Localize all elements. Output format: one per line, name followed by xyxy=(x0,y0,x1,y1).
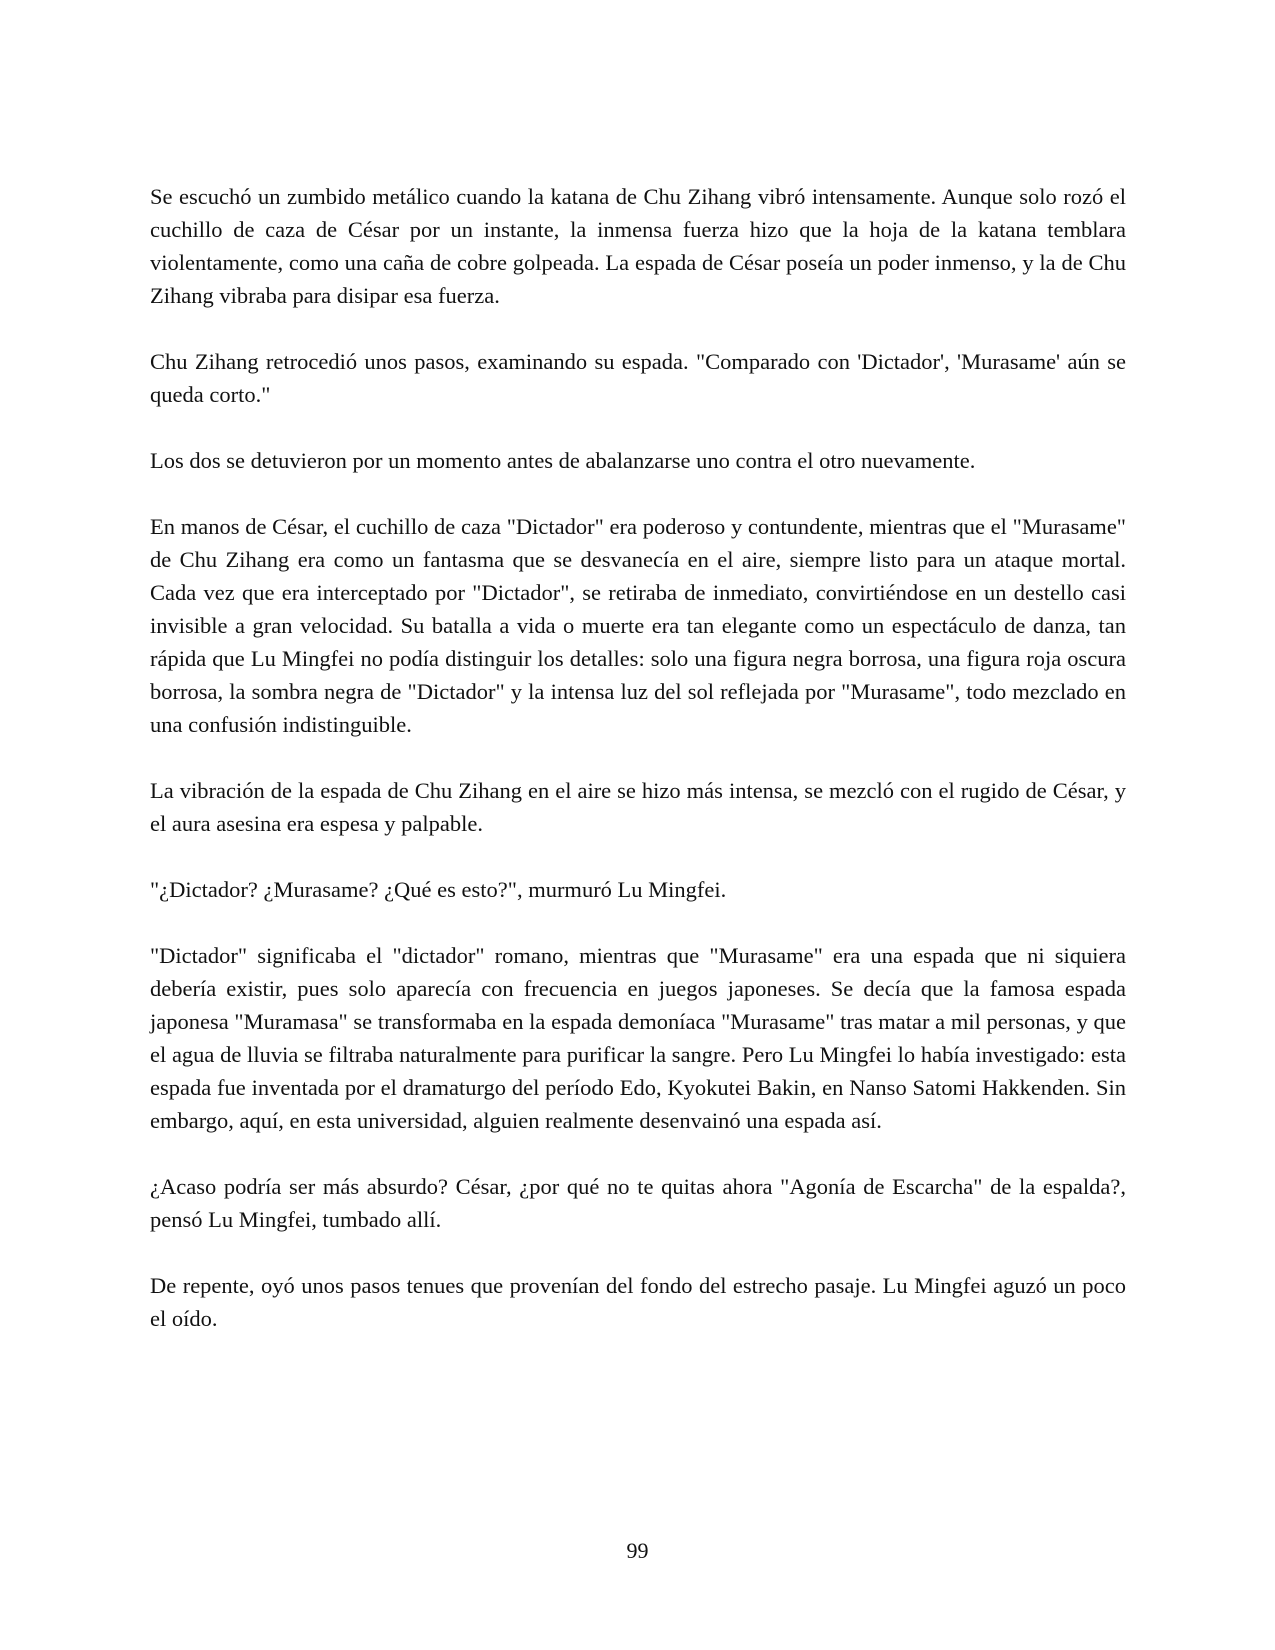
page-number: 99 xyxy=(626,1538,649,1563)
paragraph-6: "¿Dictador? ¿Murasame? ¿Qué es esto?", murmuró Lu Mingfei. xyxy=(150,877,727,902)
paragraph-9: De repente, oyó unos pasos tenues que provenían del fondo del estrecho pasaje. Lu Mingfei aguzó un poco el oído. xyxy=(150,1273,1126,1331)
paragraph-4: En manos de César, el cuchillo de caza "Dictador" era poderoso y contundente, mientras que el "Murasame" de Chu Zihang era como un fantasma que se desvanecía en el aire, siempre listo para un ataque mortal. Cada vez que era interceptado por "Dictador", se retiraba de inmediato, convirtiéndose en un destello casi invisible a gran velocidad. Su batalla a vida o muerte era tan elegante como un espectáculo de danza, tan rápida que Lu Mingfei no podía distinguir los detalles: solo una figura negra borrosa, una figura roja oscura borrosa, la sombra negra de "Dictador" y la intensa luz del sol reflejada por "Murasame", todo mezclado en una confusión indistinguible. xyxy=(150,514,1126,737)
paragraph-3: Los dos se detuvieron por un momento antes de abalanzarse uno contra el otro nuevamente. xyxy=(150,448,976,473)
paragraph-5: La vibración de la espada de Chu Zihang en el aire se hizo más intensa, se mezcló con el rugido de César, y el aura asesina era espesa y palpable. xyxy=(150,778,1126,836)
body-text xyxy=(150,180,1126,1368)
paragraph-2: Chu Zihang retrocedió unos pasos, examinando su espada. "Comparado con 'Dictador', 'Murasame' aún se queda corto." xyxy=(150,349,1126,407)
paragraph-7: "Dictador" significaba el "dictador" romano, mientras que "Murasame" era una espada que ni siquiera debería existir, pues solo aparecía con frecuencia en juegos japoneses. Se decía que la famosa espada japonesa "Muramasa" se transformaba en la espada demoníaca "Murasame" tras matar a mil personas, y que el agua de lluvia se filtraba naturalmente para purificar la sangre. Pero Lu Mingfei lo había investigado: esta espada fue inventada por el dramaturgo del período Edo, Kyokutei Bakin, en Nanso Satomi Hakkenden. Sin embargo, aquí, en esta universidad, alguien realmente desenvainó una espada así. xyxy=(150,943,1126,1133)
paragraph-8: ¿Acaso podría ser más absurdo? César, ¿por qué no te quitas ahora "Agonía de Escarcha" de la espalda?, pensó Lu Mingfei, tumbado allí. xyxy=(150,1174,1126,1232)
paragraph-1: Se escuchó un zumbido metálico cuando la katana de Chu Zihang vibró intensamente. Aunque solo rozó el cuchillo de caza de César por un instante, la inmensa fuerza hizo que la hoja de la katana temblara violentamente, como una caña de cobre golpeada. La espada de César poseía un poder inmenso, y la de Chu Zihang vibraba para disipar esa fuerza. xyxy=(150,184,1126,308)
